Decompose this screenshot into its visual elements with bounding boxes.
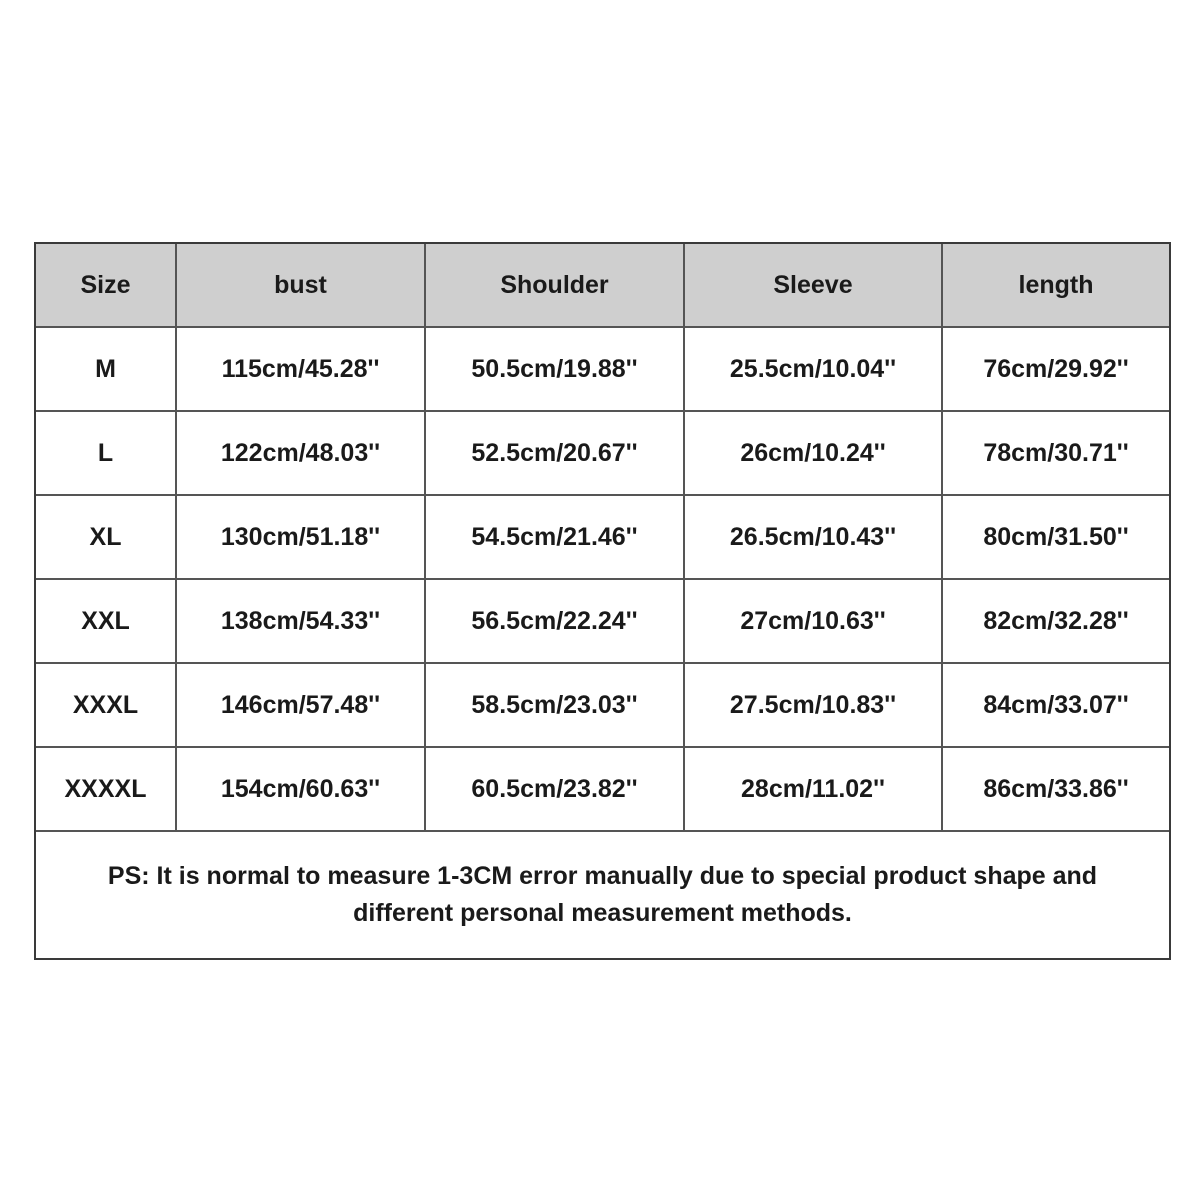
shoulder-cell: 58.5cm/23.03''	[425, 663, 684, 747]
table-row	[36, 663, 1169, 747]
shoulder-cell: 60.5cm/23.82''	[425, 747, 684, 831]
sleeve-cell: 26cm/10.24''	[684, 411, 942, 495]
length-cell: 78cm/30.71''	[942, 411, 1169, 495]
size-chart	[34, 242, 1171, 960]
sleeve-cell: 27.5cm/10.83''	[684, 663, 942, 747]
shoulder-cell: 56.5cm/22.24''	[425, 579, 684, 663]
header-shoulder: Shoulder	[425, 244, 684, 327]
bust-cell: 154cm/60.63''	[176, 747, 425, 831]
size-cell: XXXL	[36, 663, 176, 747]
length-cell: 80cm/31.50''	[942, 495, 1169, 579]
sleeve-cell: 28cm/11.02''	[684, 747, 942, 831]
sleeve-cell: 25.5cm/10.04''	[684, 327, 942, 411]
measurement-note: PS: It is normal to measure 1-3CM error manually due to special product shape and different personal measurement methods.	[107, 862, 1098, 927]
bust-cell: 122cm/48.03''	[176, 411, 425, 495]
header-size: Size	[36, 244, 176, 327]
size-cell: L	[36, 411, 176, 495]
bust-cell: 146cm/57.48''	[176, 663, 425, 747]
size-cell: XXL	[36, 579, 176, 663]
header-row	[36, 244, 1169, 327]
table-row	[36, 579, 1169, 663]
length-cell: 84cm/33.07''	[942, 663, 1169, 747]
shoulder-cell: 50.5cm/19.88''	[425, 327, 684, 411]
shoulder-cell: 52.5cm/20.67''	[425, 411, 684, 495]
sleeve-cell: 26.5cm/10.43''	[684, 495, 942, 579]
header-sleeve: Sleeve	[684, 244, 942, 327]
table-row	[36, 411, 1169, 495]
length-cell: 82cm/32.28''	[942, 579, 1169, 663]
size-table	[36, 244, 1169, 832]
length-cell: 76cm/29.92''	[942, 327, 1169, 411]
table-row	[36, 495, 1169, 579]
size-cell: XL	[36, 495, 176, 579]
table-row	[36, 327, 1169, 411]
header-length: length	[942, 244, 1169, 327]
length-cell: 86cm/33.86''	[942, 747, 1169, 831]
bust-cell: 138cm/54.33''	[176, 579, 425, 663]
header-bust: bust	[176, 244, 425, 327]
size-cell: M	[36, 327, 176, 411]
sleeve-cell: 27cm/10.63''	[684, 579, 942, 663]
table-row	[36, 747, 1169, 831]
bust-cell: 115cm/45.28''	[176, 327, 425, 411]
size-cell: XXXXL	[36, 747, 176, 831]
bust-cell: 130cm/51.18''	[176, 495, 425, 579]
shoulder-cell: 54.5cm/21.46''	[425, 495, 684, 579]
